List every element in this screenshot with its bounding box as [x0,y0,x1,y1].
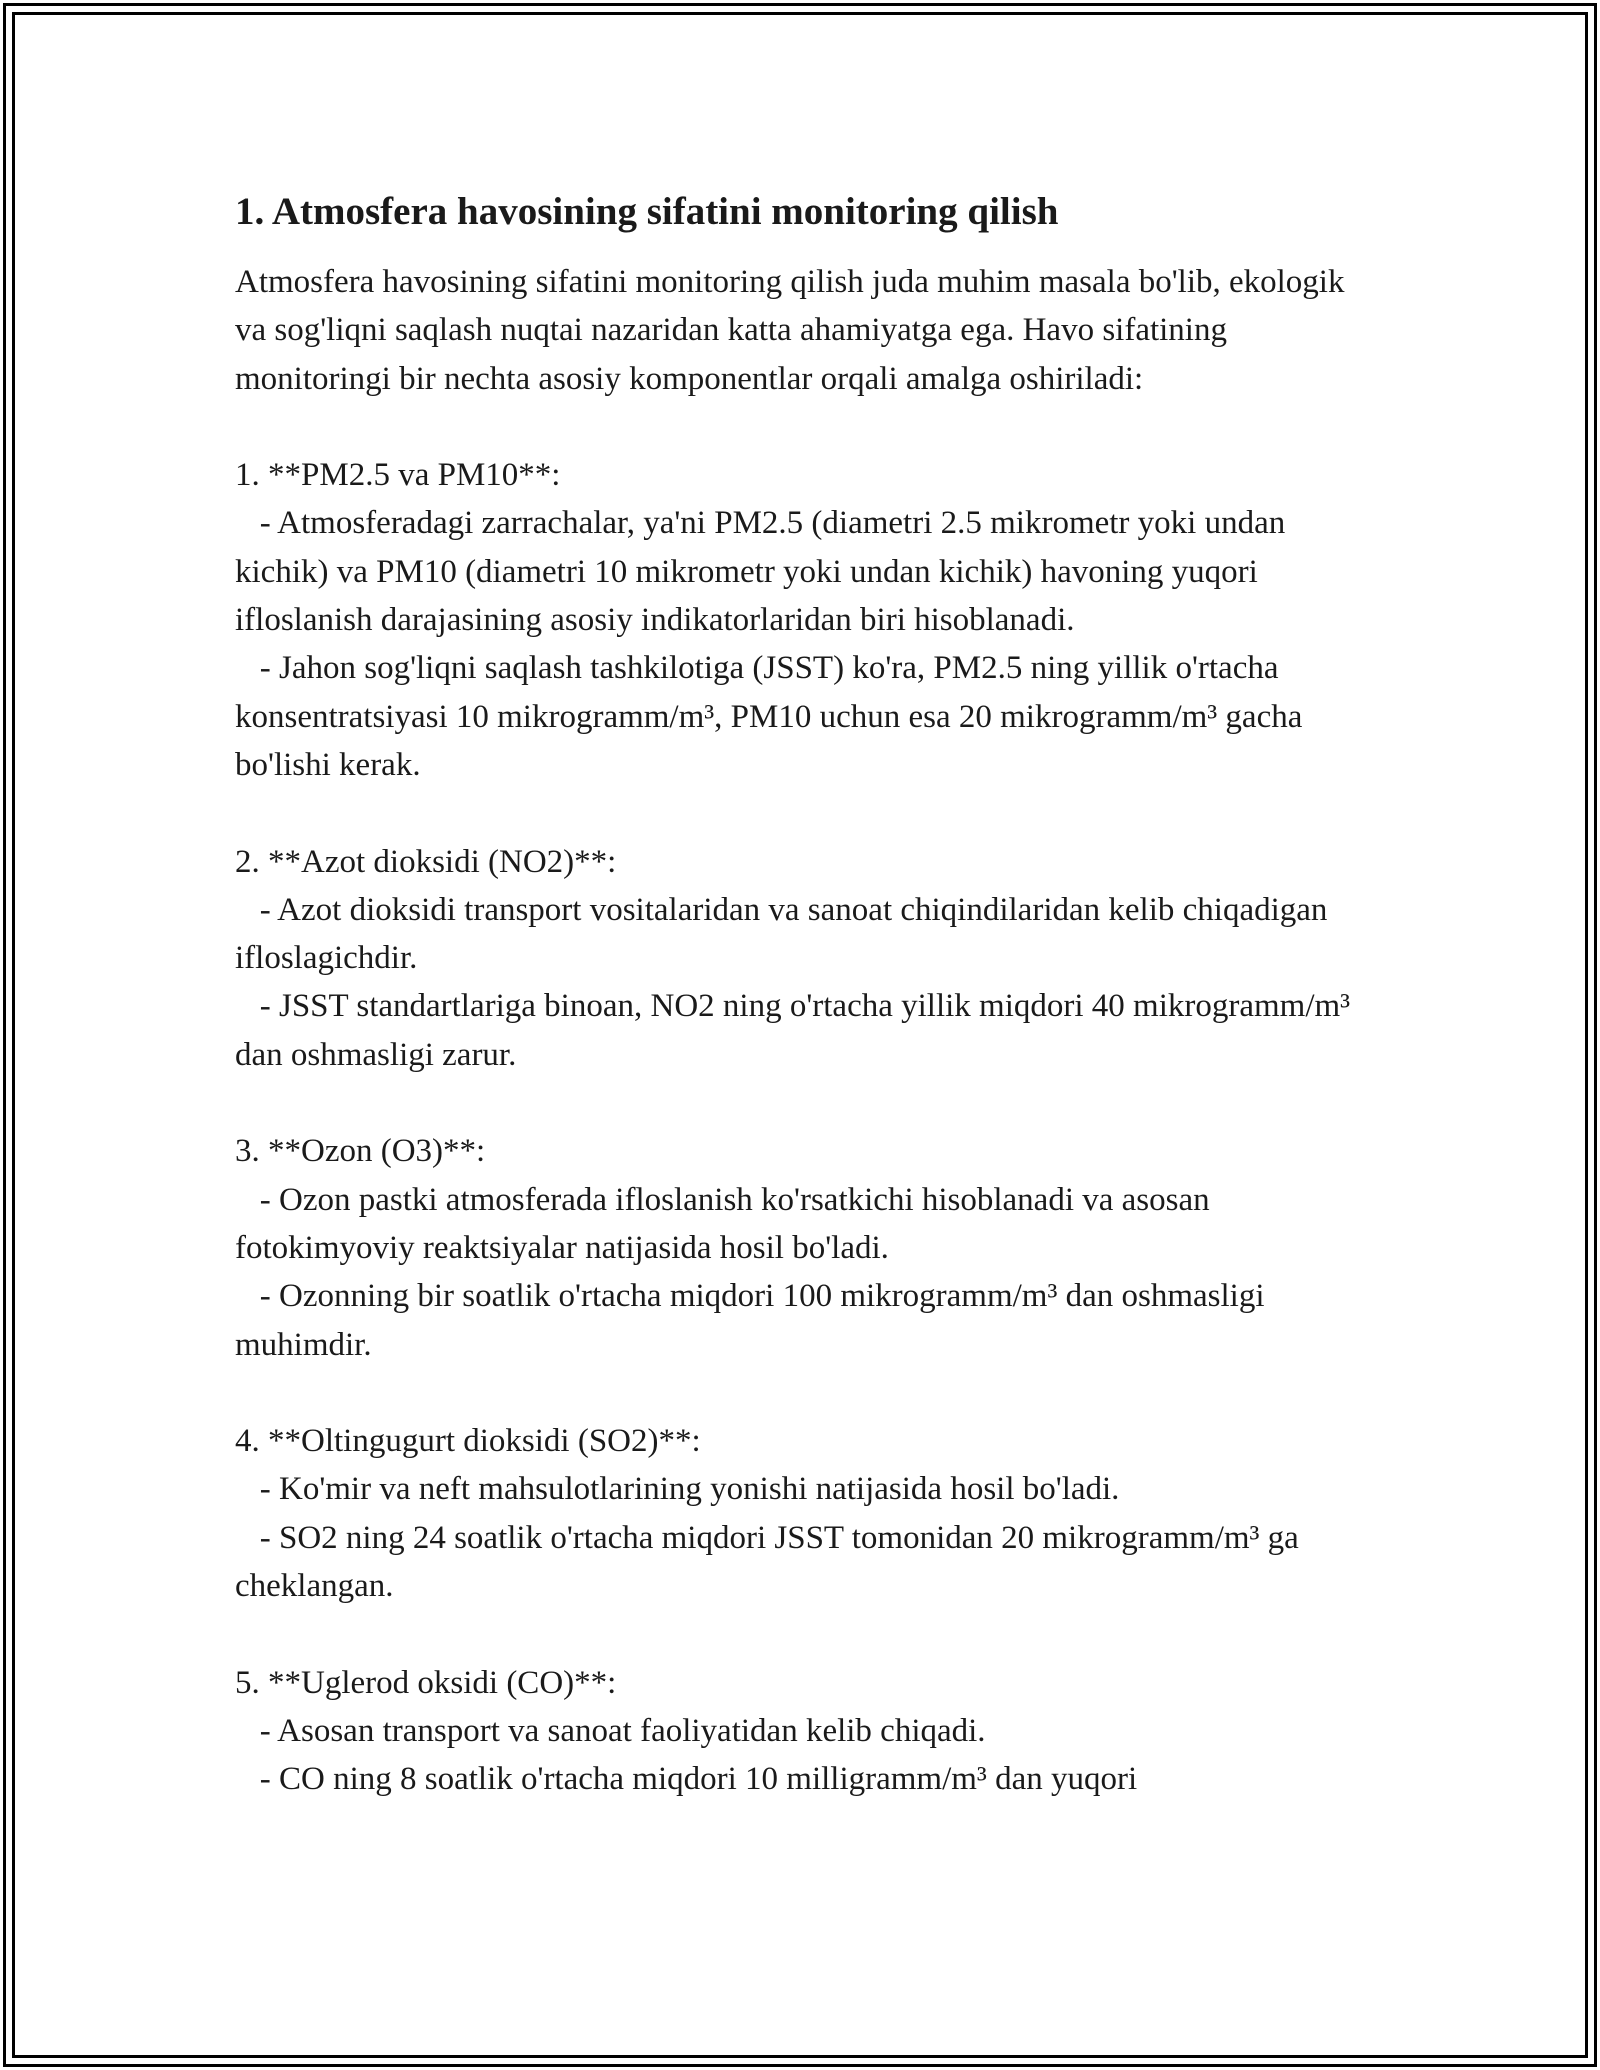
section-heading: 1. **PM2.5 va PM10**: [235,457,561,494]
section-bullet: - Ozonning bir soatlik o'rtacha miqdori 100 mikrogramm/m³ dan oshmasligi muhimdir. [235,1278,1273,1363]
section-bullet: - Ko'mir va neft mahsulotlarining yonishi natijasida hosil bo'ladi. [235,1471,1120,1508]
section-pm [235,451,1375,789]
section-co [235,1659,1375,1804]
section-heading: 4. **Oltingugurt dioksidi (SO2)**: [235,1423,701,1460]
intro-paragraph: Atmosfera havosining sifatini monitoring qilish juda muhim masala bo'lib, ekologik va sog'liqni saqlash nuqtai nazaridan katta ahamiyatga ega. Havo sifatining monitoringi bir nechta asosiy komponentlar orqali amalga oshiriladi: [235,264,1345,397]
section-heading: 2. **Azot dioksidi (NO2)**: [235,843,617,880]
section-bullet: - Asosan transport va sanoat faoliyatidan kelib chiqadi. [235,1712,986,1749]
section-bullet: - SO2 ning 24 soatlik o'rtacha miqdori JSST tomonidan 20 mikrogramm/m³ ga cheklangan. [235,1519,1308,1605]
section-bullet: - CO ning 8 soatlik o'rtacha miqdori 10 milligramm/m³ dan yuqori [235,1761,1138,1798]
section-heading: 5. **Uglerod oksidi (CO)**: [235,1664,617,1701]
section-heading: 3. **Ozon (O3)**: [235,1133,486,1170]
section-o3 [235,1127,1375,1368]
section-bullet: - JSST standartlariga binoan, NO2 ning o'rtacha yillik miqdori 40 mikrogramm/m³ dan oshmasligi zarur. [235,988,1359,1073]
section-bullet: - Jahon sog'liqni saqlash tashkilotiga (JSST) ko'ra, PM2.5 ning yillik o'rtacha konsentratsiyasi 10 mikrogramm/m³, PM10 uchun esa 20 mikrogramm/m³ gacha bo'lishi kerak. [235,650,1311,783]
document-title: 1. Atmosfera havosining sifatini monitoring qilish [235,190,1059,233]
section-so2 [235,1417,1375,1610]
section-no2 [235,838,1375,1079]
document-body [235,184,1375,1804]
section-bullet: - Azot dioksidi transport vositalaridan va sanoat chiqindilaridan kelib chiqadigan ifloslagichdir. [235,891,1336,977]
section-bullet: - Atmosferadagi zarrachalar, ya'ni PM2.5 (diametri 2.5 mikrometr yoki undan kichik) va PM10 (diametri 10 mikrometr yoki undan kichik) havoning yuqori ifloslanish darajasining asosiy indikatorlaridan biri hisoblanadi. [235,505,1294,639]
section-bullet: - Ozon pastki atmosferada ifloslanish ko'rsatkichi hisoblanadi va asosan fotokimyoviy reaktsiyalar natijasida hosil bo'ladi. [235,1181,1218,1266]
